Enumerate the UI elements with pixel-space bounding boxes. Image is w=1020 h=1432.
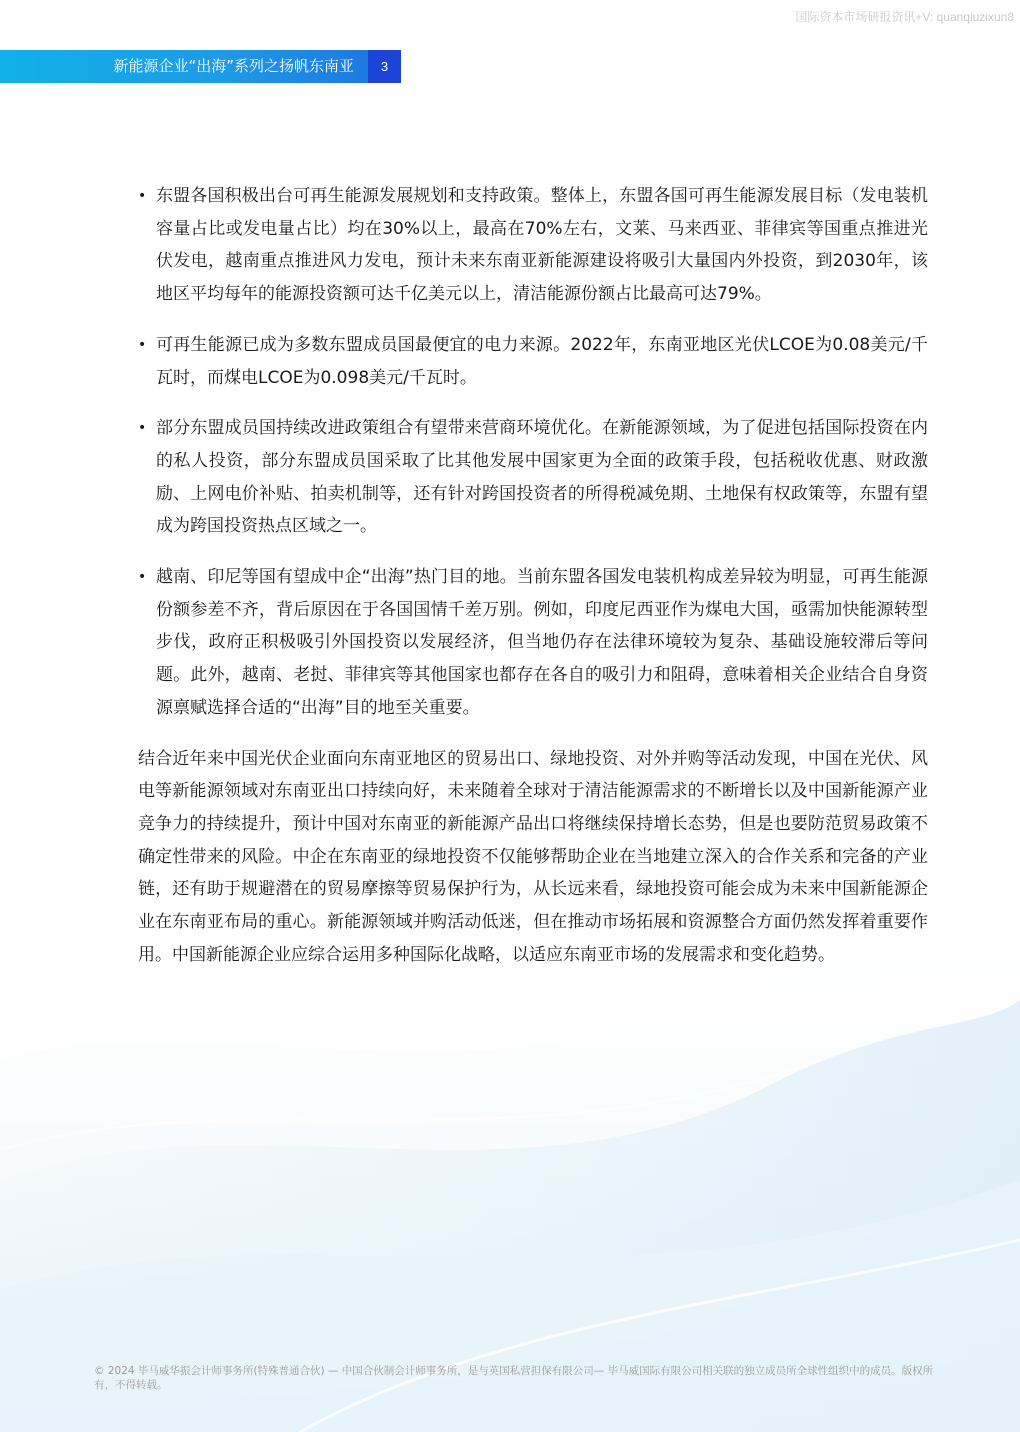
bullet-list: [138, 180, 928, 725]
header-title: 新能源企业“出海”系列之扬帆东南亚: [113, 57, 354, 75]
summary-paragraph: 结合近年来中国光伏企业面向东南亚地区的贸易出口、绿地投资、对外并购等活动发现，中国在光伏、风电等新能源领域对东南亚出口持续向好，未来随着全球对于清洁能源需求的不断增长以及中国新能源产业竞争力的持续提升，预计中国对东南亚的新能源产品出口将继续保持增长态势，但是也要防范贸易政策不确定性带来的风险。中企在东南亚的绿地投资不仅能够帮助企业在当地建立深入的合作关系和完备的产业链，还有助于规避潜在的贸易摩擦等贸易保护行为，从长远来看，绿地投资可能会成为未来中国新能源企业在东南亚布局的重心。新能源领域并购活动低迷，但在推动市场拓展和资源整合方面仍然发挥着重要作用。中国新能源企业应综合运用多种国际化战略，以适应东南亚市场的发展需求和变化趋势。: [138, 748, 928, 965]
bullet-dot-icon: •: [138, 420, 147, 437]
bullet-dot-icon: •: [138, 569, 147, 586]
copyright-footer: © 2024 毕马威华振会计师事务所(特殊普通合伙) — 中国合伙制会计师事务所，是与英国私营担保有限公司— 毕马威国际有限公司相关联的独立成员所全球性组织中的成员。版权所有，不得转载。: [94, 1365, 934, 1391]
watermark-text: 国际资本市场研报资讯+V: quanqiuzixun8: [795, 10, 1014, 24]
main-content: [138, 180, 928, 971]
bullet-text: 部分东盟成员国持续改进政策组合有望带来营商环境优化。在新能源领域，为了促进包括国际投资在内的私人投资，部分东盟成员国采取了比其他发展中国家更为全面的政策手段，包括税收优惠、财政激励、上网电价补贴、拍卖机制等，还有针对跨国投资者的所得税减免期、土地保有权政策等，东盟有望成为跨国投资热点区域之一。: [156, 418, 928, 537]
header-bar: [0, 50, 368, 83]
bullet-item: [138, 561, 928, 725]
bullet-text: 越南、印尼等国有望成中企“出海”热门目的地。当前东盟各国发电装机构成差异较为明显，可再生能源份额参差不齐，背后原因在于各国国情千差万别。例如，印度尼西亚作为煤电大国，亟需加快能源转型步伐，政府正积极吸引外国投资以发展经济，但当地仍存在法律环境较为复杂、基础设施较滞后等问题。此外，越南、老挝、菲律宾等其他国家也都存在各自的吸引力和阻碍，意味着相关企业结合自身资源禀赋选择合适的“出海”目的地至关重要。: [156, 567, 928, 718]
bullet-text: 东盟各国积极出台可再生能源发展规划和支持政策。整体上，东盟各国可再生能源发展目标（发电装机容量占比或发电量占比）均在30%以上，最高在70%左右，文莱、马来西亚、菲律宾等国重点推进光伏发电，越南重点推进风力发电，预计未来东南亚新能源建设将吸引大量国内外投资，到2030年，该地区平均每年的能源投资额可达千亿美元以上，清洁能源份额占比最高可达79%。: [156, 186, 928, 305]
bullet-dot-icon: •: [138, 336, 147, 353]
bullet-text: 可再生能源已成为多数东盟成员国最便宜的电力来源。2022年，东南亚地区光伏LCOE为0.08美元/千瓦时，而煤电LCOE为0.098美元/千瓦时。: [156, 334, 928, 388]
bullet-item: [138, 180, 928, 311]
bullet-item: [138, 329, 928, 394]
bullet-item: [138, 412, 928, 543]
bullet-dot-icon: •: [138, 188, 147, 204]
page-number: 3: [368, 50, 401, 83]
